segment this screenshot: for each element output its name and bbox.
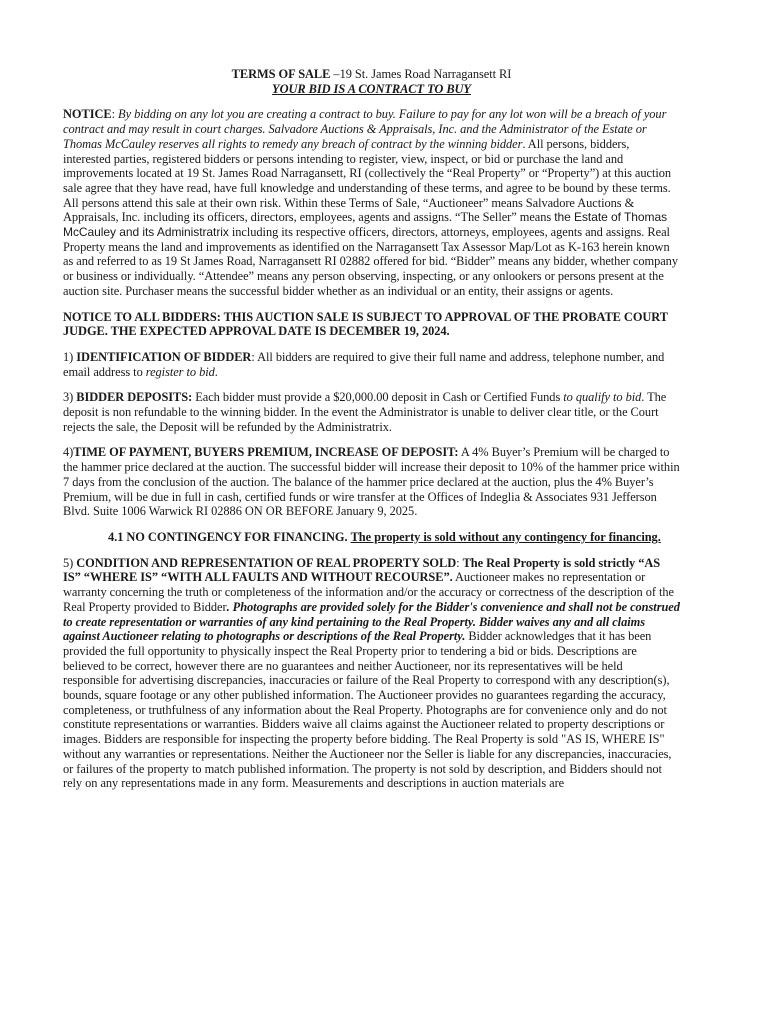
section-4-1-underlined: The property is sold without any contingency for financing. <box>350 529 661 544</box>
section-4-text: A 4% Buyer’s Premium will be charged to the hammer price declared at the auction. The successful bidder will increase their deposit to 10% of the hammer price within 7 days from the conclusion of the auction. The balance of the hammer price declared at the auction, plus the 4% Buyer’s Premium, will be due in full in cash, certified funds or wire transfer at the Offices of Indeglia & Associates 931 Jefferson Blvd. Suite 1006 Warwick RI 02886 ON OR BEFORE January 9, 2025. <box>63 445 680 519</box>
section-1-italic: register to bid <box>145 364 215 379</box>
section-1-text: : All bidders are required to give their full name and address, telephone number, and email address to <box>63 349 665 379</box>
probate-notice <box>63 310 680 339</box>
section-5-text-2: Bidder acknowledges that it has been provided the full opportunity to physically inspect the Real Property prior to tendering a bid or bids. Descriptions are believed to be correct, however there are no guarantees and neither Auctioneer, nor its representatives will be held responsible for advertising discrepancies, inaccuracies or failure of the Real Property to correspond with any description(s), bounds, square footage or any other published information. The Auctioneer provides no guarantees regarding the accuracy, completeness, or truthfulness of any information about the Real Property. Photographs are for convenience only and do not constitute representations or warranties. Bidders waive all claims against the Auctioneer related to property descriptions or images. Bidders are responsible for inspecting the property before bidding. The Real Property is sold "AS IS, WHERE IS" without any warranties or representations. Neither the Auctioneer nor the Seller is liable for any discrepancies, inaccuracies, or failures of the property to match published information. The property is not sold by description, and Bidders should not rely on any representations made in any form. Measurements and descriptions in auction materials are <box>63 629 672 791</box>
notice-italic-text: By bidding on any lot you are creating a contract to buy. Failure to pay for any lot won will be a breach of your contract and may result in court charges. Salvadore Auctions & Appraisals, Inc. and the Administrator of the Estate or Thomas McCauley reserves all rights to remedy any breach of contract by the winning bidder <box>63 107 667 151</box>
section-5 <box>63 556 680 791</box>
section-5-heading: CONDITION AND REPRESENTATION OF REAL PROPERTY SOLD <box>76 555 457 570</box>
document-title <box>63 67 680 96</box>
notice-label: NOTICE <box>63 107 112 122</box>
section-4-1 <box>63 530 680 545</box>
notice-paragraph <box>63 107 680 298</box>
title-line <box>63 67 680 82</box>
section-3-text: Each bidder must provide a $20,000.00 deposit in Cash or Certified Funds <box>192 390 564 405</box>
section-4-1-indent <box>63 530 108 544</box>
title-label: TERMS OF SALE <box>231 67 331 81</box>
section-1-heading: IDENTIFICATION OF BIDDER <box>76 349 252 364</box>
section-5-text-1: Auctioneer makes no representation or warranty concerning the truth or completeness of the information and/or the accuracy or correctness of the description of the Real Property provided to Bidder <box>63 570 674 614</box>
section-3-end: . The deposit is non refundable to the winning bidder. In the event the Administrator is unable to deliver clear title, or the Court rejects the sale, the Deposit will be refunded by the Administratrix. <box>63 390 667 434</box>
notice-colon: : <box>111 107 119 122</box>
section-3 <box>63 390 680 434</box>
section-4-number: 4) <box>63 445 74 460</box>
title-address: –19 St. James Road Narragansett RI <box>330 67 512 81</box>
section-4-heading: TIME OF PAYMENT, BUYERS PREMIUM, INCREASE OF DEPOSIT: <box>73 445 459 460</box>
section-1-number: 1) <box>63 349 77 364</box>
section-4 <box>63 445 680 519</box>
section-3-heading: BIDDER DEPOSITS: <box>76 390 193 405</box>
section-1 <box>63 350 680 379</box>
section-3-number: 3) <box>63 390 77 405</box>
notice-seller-name: the Estate of Thomas McCauley and its Administratrix <box>63 210 668 240</box>
title-subtitle: YOUR BID IS A CONTRACT TO BUY <box>272 81 471 96</box>
section-5-colon: : <box>456 555 463 570</box>
probate-notice-text: NOTICE TO ALL BIDDERS: THIS AUCTION SALE IS SUBJECT TO APPROVAL OF THE PROBATE COURT JUDGE. THE EXPECTED APPROVAL DATE IS DECEMBER 19, 2024. <box>63 309 668 339</box>
section-5-as-is: The Real Property is sold strictly “AS IS” “WHERE IS” “WITH ALL FAULTS AND WITHOUT RECOURSE”. <box>63 555 661 585</box>
notice-body-1: . All persons, bidders, interested parties, registered bidders or persons intending to register, view, inspect, or bid or purchase the land and improvements located at 19 St. James Road Narragansett, RI (collectively the “Real Property” or “Property”) at this auction sale agree that they have read, have full knowledge and understanding of these terms, and agree to be bound by these terms. All persons attend this sale at their own risk. Within these Terms of Sale, “Auctioneer” means Salvadore Auctions & Appraisals, Inc. including its officers, directors, employees, agents and assigns. “The Seller” means <box>63 136 672 225</box>
section-5-photographs-clause: . Photographs are provided solely for the Bidder's convenience and shall not be construed to create representation or warranties of any kind pertaining to the Real Property. Bidder waives any and all claims against Auctioneer relating to photographs or descriptions of the Real Property. <box>63 599 680 644</box>
section-3-italic: to qualify to bid <box>563 390 642 405</box>
section-4-1-heading: 4.1 NO CONTINGENCY FOR FINANCING. <box>108 529 348 544</box>
notice-body-2: including its respective officers, directors, attorneys, employees, agents and assigns. Real Property means the land and improvements as identified on the Narragansett Tax Assessor Map/Lot as K-163 herein known as and referred to as 19 St James Road, Narragansett RI 02882 offered for bid. “Bidder” means any bidder, whether company or business or individually. “Attendee” means any person observing, inspecting, or any onlookers or persons present at the auction site. Purchaser means the successful bidder whether as an individual or an entity, their assigns or agents. <box>63 225 678 298</box>
section-5-number: 5) <box>63 555 77 570</box>
section-1-end: . <box>214 364 218 379</box>
